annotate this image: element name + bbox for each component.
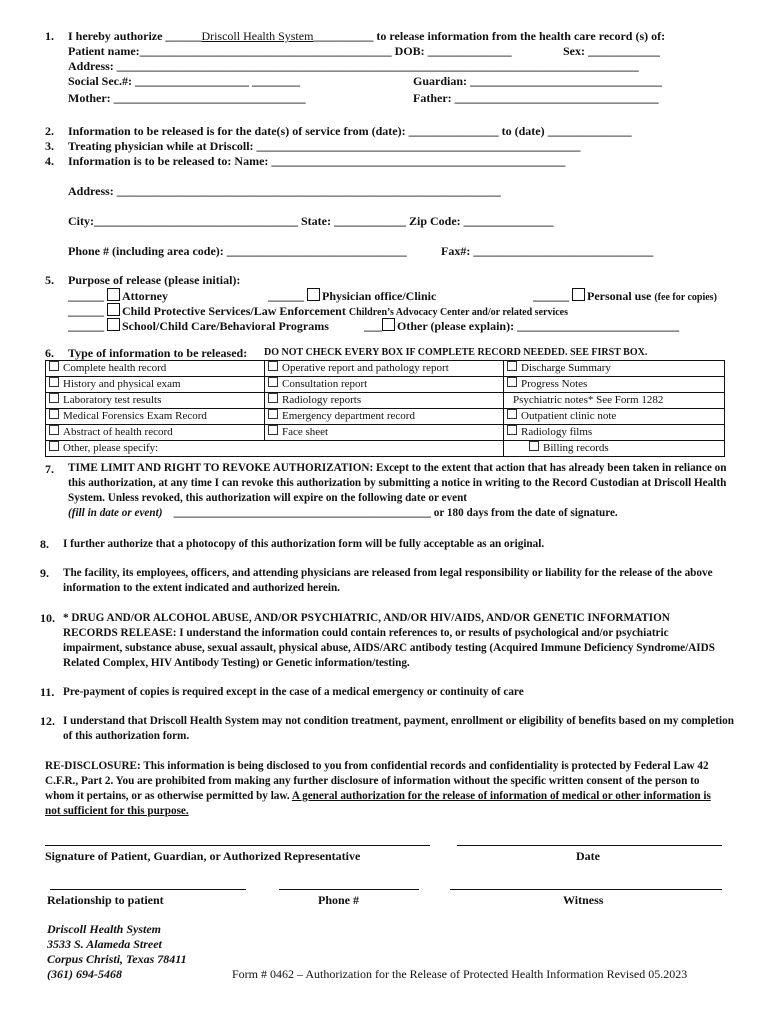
info-option[interactable]: [504, 361, 725, 377]
checkbox[interactable]: [507, 409, 517, 419]
purpose-attorney[interactable]: [68, 288, 168, 304]
option-label: Face sheet: [282, 426, 329, 438]
revoke-fill-line[interactable]: [68, 506, 618, 521]
option-label: Consultation report: [282, 378, 368, 390]
cps-note: Children’s Advocacy Center and/or related services: [348, 307, 568, 318]
purpose-cps[interactable]: [68, 303, 568, 319]
info-option[interactable]: [46, 377, 265, 393]
attorney-label: Attorney: [122, 289, 168, 303]
info-option[interactable]: [46, 393, 265, 409]
info-option[interactable]: [504, 425, 725, 441]
info-option[interactable]: [265, 361, 504, 377]
revoke-body: Except to the extent that action that has already been taken in reliance on this authorization, at any time I can revoke this authorization by submitting a notice in writing to the Record Custodian at Driscoll Health System. Unless revoked, this authorization will expire on the following date or event: [68, 462, 727, 504]
info-option[interactable]: [265, 409, 504, 425]
option-label: Radiology films: [521, 426, 593, 438]
option-label: Operative report and pathology report: [282, 362, 449, 374]
info-option[interactable]: [46, 409, 265, 425]
release-to-address-field[interactable]: Address: ________________________________________________________________: [68, 184, 501, 198]
option-label: Psychiatric notes* See Form 1282: [513, 394, 664, 406]
date-line[interactable]: [457, 845, 722, 846]
authorize-post: __________ to release information from the health care record (s) of:: [313, 29, 666, 43]
father-field[interactable]: Father: __________________________________: [413, 91, 659, 105]
checkbox[interactable]: [268, 393, 278, 403]
school-label: School/Child Care/Behavioral Programs: [122, 319, 329, 333]
section-9-number: 9.: [40, 566, 49, 580]
initial-line[interactable]: ______: [68, 319, 104, 333]
info-option[interactable]: [504, 441, 725, 457]
info-option[interactable]: [504, 377, 725, 393]
checkbox[interactable]: [49, 425, 59, 435]
prepayment-text: Pre-payment of copies is required except in the case of a medical emergency or continuity of care: [63, 686, 524, 698]
info-type-title: Type of information to be released:: [68, 346, 248, 360]
option-label: Discharge Summary: [521, 362, 611, 374]
checkbox[interactable]: [382, 318, 395, 331]
section-10-number: 10.: [40, 611, 55, 625]
other-label: Other (please explain): ___________________________: [397, 319, 680, 333]
footer-city: Corpus Christi, Texas 78411: [47, 952, 187, 966]
option-label: Medical Forensics Exam Record: [63, 410, 207, 422]
initial-line[interactable]: ______: [533, 289, 569, 303]
checkbox[interactable]: [507, 377, 517, 387]
signature-line[interactable]: [45, 845, 430, 846]
relationship-line[interactable]: [50, 889, 246, 890]
info-option[interactable]: [46, 425, 265, 441]
checkbox[interactable]: [49, 409, 59, 419]
initial-line[interactable]: ______: [68, 304, 104, 318]
authorize-line: [68, 29, 665, 44]
option-label: History and physical exam: [63, 378, 181, 390]
purpose-title: Purpose of release (please initial):: [68, 273, 241, 287]
section-12-number: 12.: [40, 714, 55, 728]
redisclosure-underlined: A general authorization for the release of information of medical or other information is not sufficient for this purpose.: [45, 790, 711, 817]
guardian-field[interactable]: Guardian: ________________________________: [413, 74, 663, 88]
revoke-fill-tail: ______________________________________________ or 180 days from the date of signature.: [173, 507, 618, 519]
option-label: Other, please specify:: [63, 442, 159, 454]
footer-phone: (361) 694-5468: [47, 967, 122, 981]
organization-name: Driscoll Health System: [201, 29, 314, 43]
initial-line[interactable]: ______: [268, 289, 304, 303]
section-5-number: 5.: [45, 273, 54, 287]
revoke-fill-hint: (fill in date or event): [68, 507, 163, 519]
option-wrapper: [507, 442, 609, 454]
table-row: [46, 409, 725, 425]
checkbox[interactable]: [49, 441, 59, 451]
social-security-field[interactable]: Social Sec.#: ___________________ ________: [68, 74, 300, 88]
checkbox[interactable]: [572, 288, 585, 301]
treating-physician-field[interactable]: Treating physician while at Driscoll: ______________________________________________________: [68, 139, 581, 153]
phone-line[interactable]: [279, 889, 419, 890]
table-row: [46, 377, 725, 393]
no-condition-text: I understand that Driscoll Health System may not condition treatment, payment, enrollment or eligibility of benefits based on my completion of this authorization form.: [63, 715, 734, 742]
release-liability-text: The facility, its employees, officers, and attending physicians are released from legal responsibility or liability for the release of the above information to the extent indicated and authorized herein.: [63, 567, 713, 594]
checkbox[interactable]: [49, 361, 59, 371]
service-dates-field[interactable]: Information to be released is for the date(s) of service from (date): _______________ to (date) ______________: [68, 124, 632, 138]
footer-org: Driscoll Health System: [47, 922, 161, 936]
table-row: [46, 425, 725, 441]
personal-note: (fee for copies): [654, 292, 717, 303]
release-to-name-field[interactable]: Information is to be released to: Name: _________________________________________________: [68, 154, 566, 168]
option-label: Emergency department record: [282, 410, 415, 422]
table-row: [46, 361, 725, 377]
section-2-number: 2.: [45, 124, 54, 138]
section-4-number: 4.: [45, 154, 54, 168]
section-7-number: 7.: [45, 462, 54, 476]
sensitive-info-text: * DRUG AND/OR ALCOHOL ABUSE, AND/OR PSYCHIATRIC, AND/OR HIV/AIDS, AND/OR GENETIC INFORMATION RECORDS RELEASE: I understand the information could contain references to, or results of psychological and/or psychiatric impairment, substance abuse, sexual assault, physical abuse, AIDS/ARC antibody testing (Acquired Immune Deficiency Syndrome/AIDS Related Complex, HIV Antibody Testing) or Genetic information/testing.: [63, 612, 715, 669]
option-label: Complete health record: [63, 362, 167, 374]
purpose-physician[interactable]: [268, 288, 436, 304]
section-1-number: 1.: [45, 29, 54, 43]
checkbox[interactable]: [107, 303, 120, 316]
option-label: Abstract of health record: [63, 426, 173, 438]
info-option[interactable]: [46, 441, 504, 457]
physician-label: Physician office/Clinic: [322, 289, 437, 303]
authorize-pre: I hereby authorize ______: [68, 29, 202, 43]
option-label: Progress Notes: [521, 378, 588, 390]
checkbox[interactable]: [107, 318, 120, 331]
redisclosure-body: RE-DISCLOSURE: This information is being disclosed to you from confidential records and confidentiality is protected by Federal Law 42 C.F.R., Part 2. You are prohibited from making any further disclosure of information without the specific written consent of the person to whom it pertains, or as otherwise permitted by law.: [45, 760, 709, 802]
checkbox[interactable]: [268, 377, 278, 387]
cps-label: Child Protective Services/Law Enforcement: [122, 304, 346, 318]
footer-street: 3533 S. Alameda Street: [47, 937, 162, 951]
section-6-number: 6.: [45, 346, 54, 360]
info-option[interactable]: [265, 425, 504, 441]
patient-name-field[interactable]: Patient name:__________________________________________ DOB: ______________: [68, 44, 512, 58]
checkbox[interactable]: [268, 425, 278, 435]
info-option[interactable]: [265, 377, 504, 393]
revoke-paragraph: [68, 461, 730, 506]
option-label: Radiology reports: [282, 394, 362, 406]
option-label: Laboratory test results: [63, 394, 162, 406]
purpose-school[interactable]: [68, 318, 329, 334]
checkbox[interactable]: [507, 361, 517, 371]
section-11-number: 11.: [40, 685, 55, 699]
phone-label: Phone #: [318, 893, 360, 907]
checkbox[interactable]: [507, 425, 517, 435]
initial-line[interactable]: ___: [364, 319, 382, 333]
info-option[interactable]: [504, 409, 725, 425]
relationship-label: Relationship to patient: [47, 893, 164, 907]
info-option[interactable]: [504, 393, 725, 409]
checkbox[interactable]: [49, 377, 59, 387]
info-option[interactable]: [46, 361, 265, 377]
info-type-warning: DO NOT CHECK EVERY BOX IF COMPLETE RECORD NEEDED. SEE FIRST BOX.: [264, 347, 648, 358]
initial-line[interactable]: ______: [68, 289, 104, 303]
witness-label: Witness: [563, 893, 604, 907]
option-label: Outpatient clinic note: [521, 410, 617, 422]
redisclosure-paragraph: [45, 759, 727, 819]
revoke-title: TIME LIMIT AND RIGHT TO REVOKE AUTHORIZATION:: [68, 462, 374, 474]
info-type-table: [45, 360, 725, 457]
checkbox[interactable]: [307, 288, 320, 301]
footer-form-id: Form # 0462 – Authorization for the Release of Protected Health Information Revised 05.2023: [232, 967, 688, 981]
release-to-fax-field[interactable]: Fax#: ______________________________: [441, 244, 654, 258]
checkbox[interactable]: [529, 441, 539, 451]
table-row: [46, 441, 725, 457]
section-3-number: 3.: [45, 139, 54, 153]
table-row: [46, 393, 725, 409]
signature-label: Signature of Patient, Guardian, or Authorized Representative: [45, 849, 361, 863]
info-option[interactable]: [265, 393, 504, 409]
purpose-personal[interactable]: [533, 288, 717, 304]
personal-label: Personal use: [587, 289, 652, 303]
purpose-other[interactable]: [364, 318, 679, 334]
release-to-city-field[interactable]: City:__________________________________ State: ____________ Zip Code: _______________: [68, 214, 554, 228]
checkbox[interactable]: [107, 288, 120, 301]
address-field[interactable]: Address: _______________________________________________________________________________________: [68, 59, 639, 73]
checkbox[interactable]: [268, 361, 278, 371]
section-8-number: 8.: [40, 537, 49, 551]
checkbox[interactable]: [268, 409, 278, 419]
photocopy-text: I further authorize that a photocopy of this authorization form will be fully acceptable as an original.: [63, 538, 545, 550]
option-label: Billing records: [543, 442, 609, 454]
sex-field[interactable]: Sex: ____________: [563, 44, 660, 58]
witness-line[interactable]: [450, 889, 722, 890]
release-to-phone-field[interactable]: Phone # (including area code): ______________________________: [68, 244, 407, 258]
mother-field[interactable]: Mother: ________________________________: [68, 91, 306, 105]
checkbox[interactable]: [49, 393, 59, 403]
date-label: Date: [576, 849, 600, 863]
